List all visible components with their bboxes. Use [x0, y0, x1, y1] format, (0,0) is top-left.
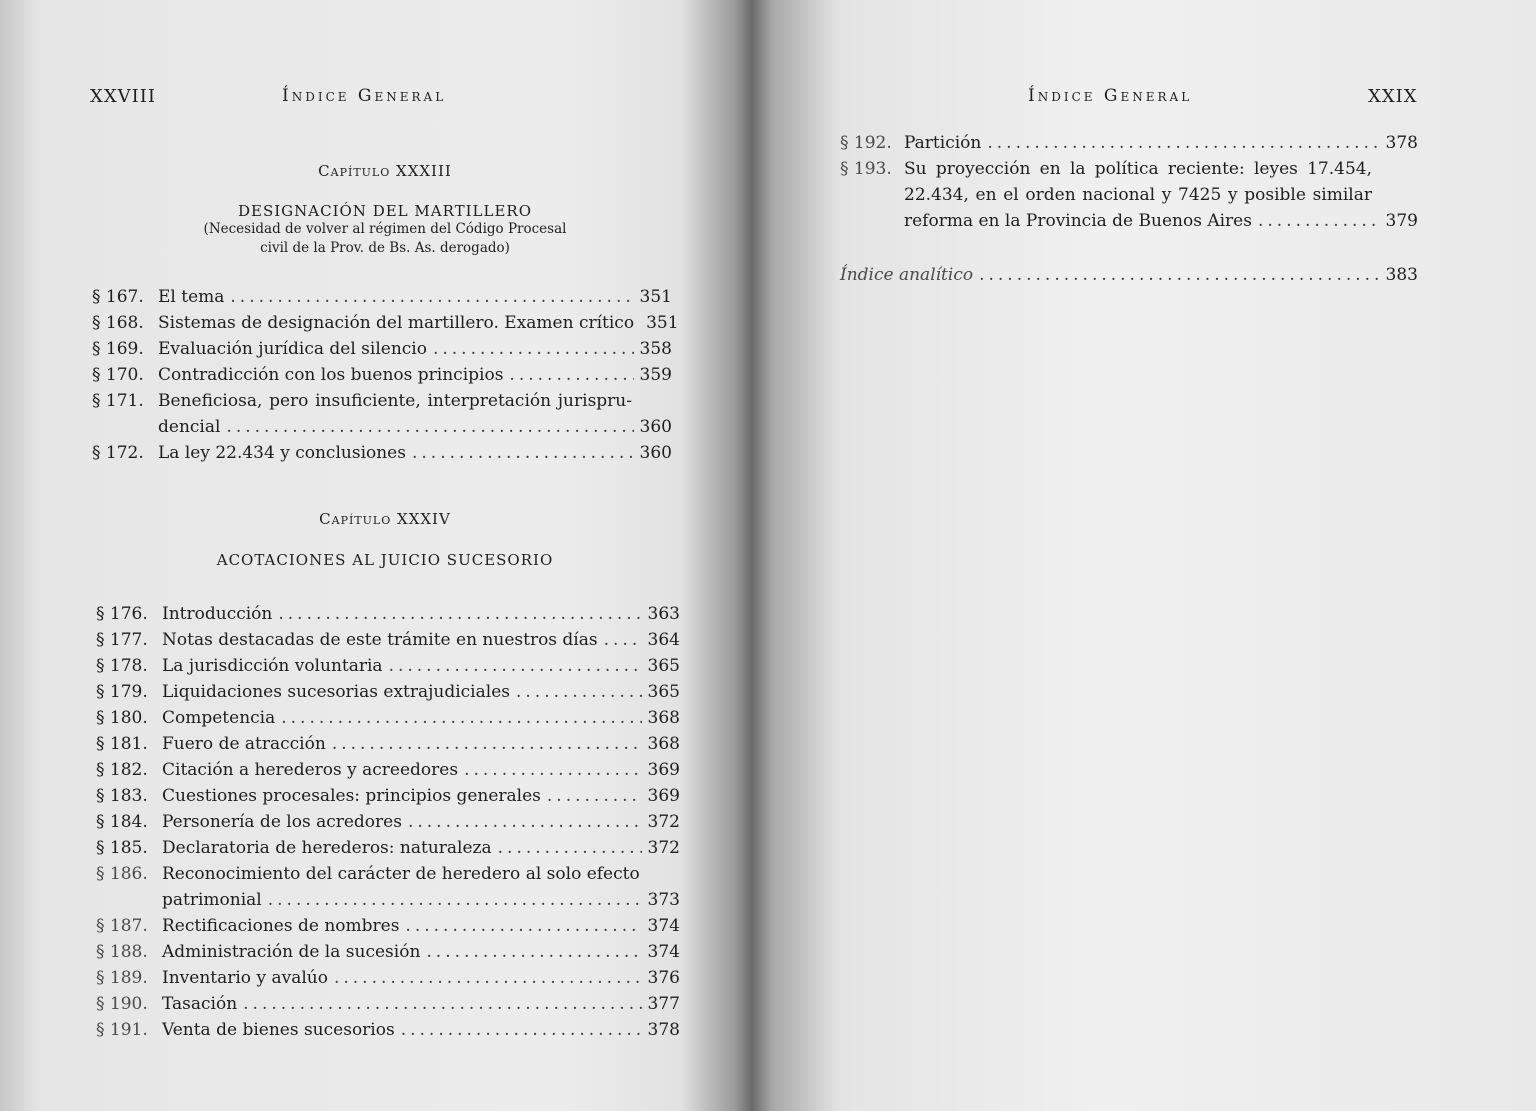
section-number: § 192.: [840, 133, 892, 153]
entry-page: 372: [647, 812, 680, 832]
entry-page: 358: [639, 339, 672, 359]
entry-title: Citación a herederos y acreedores: [162, 760, 459, 780]
toc-chapter-xxxiv: [96, 601, 680, 1043]
entry-title: Venta de bienes sucesorios: [162, 1020, 395, 1040]
entry-page: 383: [1385, 265, 1418, 285]
section-number: § 172.: [92, 443, 144, 463]
section-number: § 186.: [96, 864, 148, 884]
entry-page: 379: [1385, 211, 1418, 231]
entry-page: 351: [646, 313, 679, 333]
entry-title: Reconocimiento del carácter de heredero al solo efecto: [162, 864, 640, 884]
entry-page: 368: [647, 708, 680, 728]
entry-title: Administración de la sucesión: [162, 942, 421, 962]
section-number: § 191.: [96, 1020, 148, 1040]
toc-entry[interactable]: [92, 388, 672, 440]
section-number: § 182.: [96, 760, 148, 780]
entry-title: Introducción: [162, 604, 273, 624]
entry-title-cont: patrimonial: [162, 890, 262, 910]
toc-entry[interactable]: [96, 783, 680, 809]
section-number: § 184.: [96, 812, 148, 832]
entry-page: 365: [647, 682, 680, 702]
toc-entry[interactable]: [96, 809, 680, 835]
entry-title: Notas destacadas de este trámite en nuestros días: [162, 630, 598, 650]
entry-page: 359: [639, 365, 672, 385]
section-number: § 193.: [840, 159, 892, 179]
toc-entry[interactable]: [96, 991, 680, 1017]
entry-title: Rectificaciones de nombres: [162, 916, 400, 936]
entry-title: Sistemas de designación del martillero. Examen crítico: [158, 313, 635, 333]
chapter-xxxiv-label: Capítulo XXXIV: [319, 510, 451, 528]
entry-page: 369: [647, 760, 680, 780]
chapter-xxxiii-note-1: (Necesidad de volver al régimen del Código Procesal: [203, 221, 567, 237]
section-number: § 185.: [96, 838, 148, 858]
toc-entry[interactable]: [96, 627, 680, 653]
toc-continued: [840, 130, 1418, 234]
entry-page: 351: [639, 287, 672, 307]
toc-entry[interactable]: [96, 705, 680, 731]
toc-entry[interactable]: [96, 731, 680, 757]
entry-title: Fuero de atracción: [162, 734, 326, 754]
section-number: § 171.: [92, 391, 144, 411]
toc-chapter-xxxiii: [92, 284, 679, 466]
running-head-left: Índice General: [282, 86, 447, 106]
toc-entry[interactable]: [92, 310, 679, 336]
toc-entry[interactable]: [840, 156, 1418, 234]
analytic-index-entry[interactable]: [840, 262, 1418, 288]
toc-entry[interactable]: [96, 861, 680, 913]
entry-title: Su proyección en la política reciente: leyes 17.454,: [904, 159, 1372, 179]
toc-entry[interactable]: [96, 601, 680, 627]
entry-title: Cuestiones procesales: principios generales: [162, 786, 541, 806]
entry-page: 378: [1385, 133, 1418, 153]
entry-title: Personería de los acredores: [162, 812, 402, 832]
section-number: § 188.: [96, 942, 148, 962]
toc-entry[interactable]: [96, 965, 680, 991]
toc-entry[interactable]: [92, 440, 672, 466]
entry-page: 368: [647, 734, 680, 754]
toc-entry[interactable]: [92, 336, 672, 362]
toc-entry[interactable]: [96, 653, 680, 679]
entry-page: 360: [639, 443, 672, 463]
section-number: § 179.: [96, 682, 148, 702]
section-number: § 190.: [96, 994, 148, 1014]
entry-page: 377: [647, 994, 680, 1014]
toc-entry[interactable]: [96, 679, 680, 705]
section-number: § 176.: [96, 604, 148, 624]
entry-title: Declaratoria de herederos: naturaleza: [162, 838, 492, 858]
entry-title: Competencia: [162, 708, 276, 728]
entry-title: La ley 22.434 y conclusiones: [158, 443, 406, 463]
entry-title-cont: 22.434, en el orden nacional y 7425 y posible similar: [904, 185, 1372, 205]
entry-title: Inventario y avalúo: [162, 968, 328, 988]
entry-title-cont: reforma en la Provincia de Buenos Aires: [904, 211, 1252, 231]
chapter-xxxiv-title: ACOTACIONES AL JUICIO SUCESORIO: [216, 551, 554, 569]
entry-page: 363: [647, 604, 680, 624]
entry-page: 378: [647, 1020, 680, 1040]
section-number: § 183.: [96, 786, 148, 806]
entry-page: 365: [647, 656, 680, 676]
page-number-right: XXIX: [1368, 86, 1418, 107]
toc-entry[interactable]: [840, 130, 1418, 156]
toc-entry[interactable]: [96, 757, 680, 783]
entry-title: Tasación: [162, 994, 238, 1014]
section-number: § 178.: [96, 656, 148, 676]
entry-title: Contradicción con los buenos principios: [158, 365, 504, 385]
section-number: § 167.: [92, 287, 144, 307]
chapter-xxxiii-label: Capítulo XXXIII: [318, 162, 452, 180]
entry-title: Liquidaciones sucesorias extrajudiciales: [162, 682, 510, 702]
section-number: § 169.: [92, 339, 144, 359]
right-page: [752, 0, 1536, 1111]
entry-title: Evaluación jurídica del silencio: [158, 339, 427, 359]
entry-title-cont: dencial: [158, 417, 221, 437]
entry-page: 373: [647, 890, 680, 910]
section-number: § 168.: [92, 313, 144, 333]
section-number: § 187.: [96, 916, 148, 936]
entry-title: Beneficiosa, pero insuficiente, interpretación jurispru-: [158, 391, 632, 411]
section-number: § 177.: [96, 630, 148, 650]
left-page: [0, 0, 752, 1111]
entry-title: La jurisdicción voluntaria: [162, 656, 383, 676]
entry-page: 374: [647, 942, 680, 962]
section-number: § 181.: [96, 734, 148, 754]
entry-title: El tema: [158, 287, 225, 307]
entry-page: 369: [647, 786, 680, 806]
toc-entry[interactable]: [96, 835, 680, 861]
toc-entry[interactable]: [96, 913, 680, 939]
toc-entry[interactable]: [96, 939, 680, 965]
toc-entry[interactable]: [92, 362, 672, 388]
section-number: § 180.: [96, 708, 148, 728]
toc-entry[interactable]: [96, 1017, 680, 1043]
section-number: § 189.: [96, 968, 148, 988]
entry-page: 376: [647, 968, 680, 988]
running-head-right: Índice General: [1028, 86, 1193, 106]
entry-page: 372: [647, 838, 680, 858]
toc-entry[interactable]: [92, 284, 672, 310]
entry-title: Índice analítico: [840, 265, 974, 285]
chapter-xxxiii-title: DESIGNACIÓN DEL MARTILLERO: [237, 202, 533, 220]
chapter-xxxiii-note-2: civil de la Prov. de Bs. As. derogado): [260, 240, 510, 256]
entry-page: 364: [647, 630, 680, 650]
entry-page: 374: [647, 916, 680, 936]
entry-title: Partición: [904, 133, 982, 153]
section-number: § 170.: [92, 365, 144, 385]
entry-page: 360: [639, 417, 672, 437]
page-number-left: XXVIII: [90, 86, 156, 107]
